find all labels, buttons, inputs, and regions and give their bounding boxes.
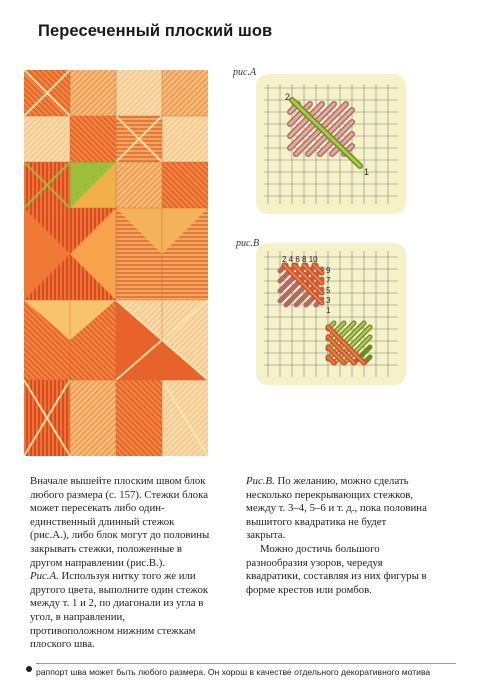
embroidery-photo	[24, 70, 208, 456]
top-numbers-label: 2 4 6 8 10	[282, 255, 318, 264]
side-number-5: 5	[326, 286, 331, 295]
right-paragraph-1: По желанию, можно сделать несколько перекрывающих стежков, между т. 3–4, 5–6 и т. д., пока половина вышитого квадратика не будет закрыта.	[246, 475, 427, 542]
page-title: Пересеченный плоский шов	[38, 22, 273, 40]
point-2-label: 2	[285, 92, 291, 102]
left-paragraph-2: Используя нитку того же или другого цвета, выполните один стежок между т. 1 и 2, по диагонали из угла в угол, в направлении, противоположном нижним стежкам плоского шва.	[30, 570, 209, 651]
figure-a-label: рис.А	[233, 67, 257, 78]
point-1-label: 1	[364, 167, 370, 177]
side-number-9: 9	[326, 266, 331, 275]
footer-note: раппорт шва может быть любого размера. Он хорош в качестве отдельного декоративного мотива	[36, 663, 456, 677]
fig-b-ref: Рис.В.	[246, 475, 275, 487]
fig-a-ref: Рис.А.	[30, 570, 59, 583]
right-text-column	[246, 475, 428, 597]
side-number-3: 3	[326, 296, 331, 305]
bullet-icon	[26, 666, 32, 672]
right-paragraph-2: Можно достичь большого разнообразия узоров, чередуя квадратики, составляя из них фигуры в форме крестов или ромбов.	[246, 542, 427, 596]
left-text-column	[30, 475, 210, 652]
figure-a-diagram	[256, 74, 406, 219]
left-paragraph-1: Вначале вышейте плоским швом блок любого размера (с. 157). Стежки блока может пересекать либо один-единственный длинный стежок (рис.А.), либо блок могут до половины закрывать стежки, положенные в другом направлении (рис.В.).	[30, 475, 210, 569]
side-number-1: 1	[326, 306, 331, 315]
side-number-7: 7	[326, 276, 331, 285]
figure-b-diagram	[256, 243, 406, 390]
figure-b-label: рис.В	[236, 238, 260, 249]
